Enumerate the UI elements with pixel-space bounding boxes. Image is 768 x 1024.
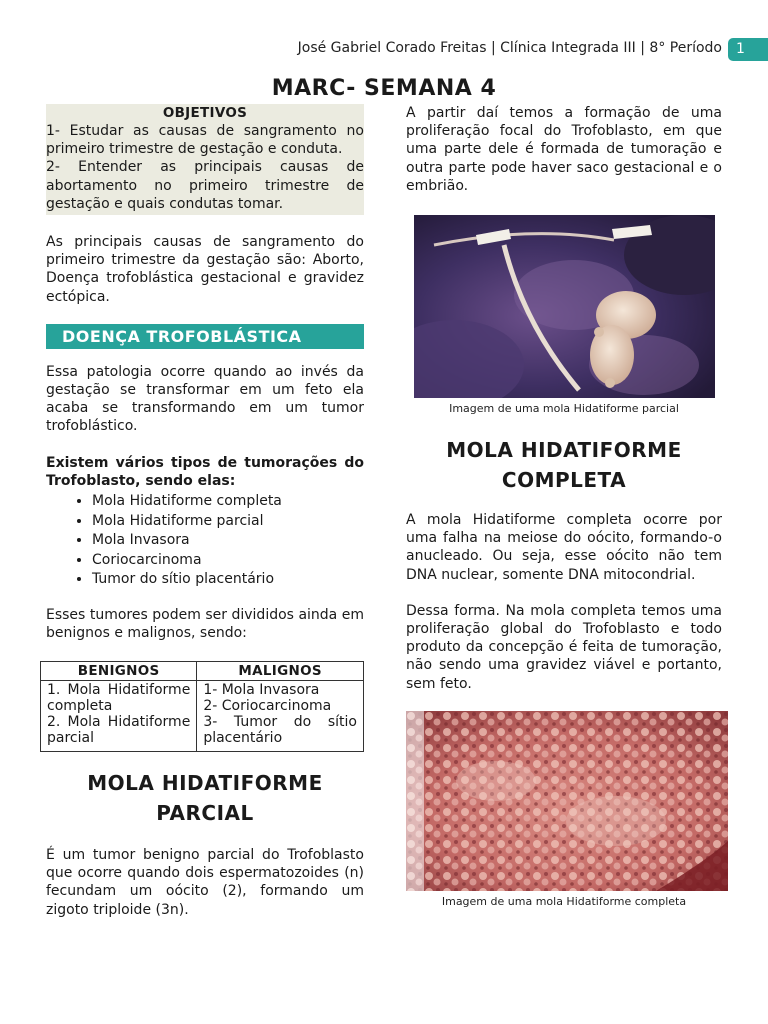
objective-item-2: 2- Entender as principais causas de abortamento no primeiro trimestre de gestação e quais condutas tomar. xyxy=(46,159,364,212)
right-intro-paragraph: A partir daí temos a formação de uma proliferação focal do Trofoblasto, em que uma parte dele é formada de tumoração e outra parte pode haver saco gestacional e o embrião. xyxy=(406,105,722,194)
malignant-item: 1- Mola Invasora xyxy=(203,681,320,698)
right-column xyxy=(406,104,722,908)
malignant-item: 3- Tumor do sítio placentário xyxy=(203,713,357,746)
classification-table xyxy=(40,661,364,752)
complete-mole-paragraph-1: A mola Hidatiforme completa ocorre por uma falha na meiose do oócito, formando-o anucleado. Ou seja, esse oócito não tem DNA nuclear, somente DNA mitocondrial. xyxy=(406,512,722,583)
header-author-course: José Gabriel Corado Freitas | Clínica Integrada III | 8° Período xyxy=(297,40,722,56)
partial-mole-photo xyxy=(414,215,715,398)
malignant-cell xyxy=(197,680,364,751)
table-header-benign: BENIGNOS xyxy=(41,661,197,680)
partial-mole-heading-line2: PARCIAL xyxy=(156,800,254,825)
benign-item: 1. Mola Hidatiforme completa xyxy=(47,681,191,714)
section-title-bar: DOENÇA TROFOBLÁSTICA xyxy=(46,324,364,349)
pathology-paragraph: Essa patologia ocorre quando ao invés da gestação se transformar em um feto ela acaba se transformando em um tumor trofoblástico. xyxy=(46,363,364,435)
list-item: • Mola Hidatiforme parcial xyxy=(92,512,364,532)
complete-mole-heading xyxy=(406,435,722,495)
partial-mole-heading-line1: MOLA HIDATIFORME xyxy=(87,770,323,795)
complete-mole-paragraph-2: Dessa forma. Na mola completa temos uma proliferação global do Trofoblasto e todo produto da concepção é feita de tumoração, não sendo uma gravidez viável e portanto, sem feto. xyxy=(406,602,722,692)
table-header-row xyxy=(41,661,364,680)
complete-mole-heading-line2: COMPLETA xyxy=(501,468,627,493)
list-item: • Tumor do sítio placentário xyxy=(92,570,364,590)
left-column xyxy=(46,104,364,919)
tumor-types-heading: Existem vários tipos de tumorações do Trofoblasto, sendo elas: xyxy=(46,454,364,489)
complete-mole-photo xyxy=(406,711,728,891)
page-number-badge: 1 xyxy=(728,38,768,61)
table-row xyxy=(41,680,364,751)
objective-item-1: 1- Estudar as causas de sangramento no primeiro trimestre de gestação e conduta. xyxy=(46,123,364,158)
partial-mole-heading xyxy=(46,768,364,828)
division-paragraph: Esses tumores podem ser divididos ainda em benignos e malignos, sendo: xyxy=(46,606,364,641)
complete-mole-heading-line1: MOLA HIDATIFORME xyxy=(446,438,682,463)
document-title: MARC- SEMANA 4 xyxy=(271,76,497,101)
benign-item: 2. Mola Hidatiforme parcial xyxy=(47,713,191,746)
partial-mole-paragraph: É um tumor benigno parcial do Trofoblasto que ocorre quando dois espermatozoides (n) fecundam um oócito (2), formando um zigoto triploide (3n). xyxy=(46,846,364,918)
list-item: • Coriocarcinoma xyxy=(92,551,364,571)
objectives-box xyxy=(46,104,364,215)
benign-cell xyxy=(41,680,197,751)
table-header-malignant: MALIGNOS xyxy=(197,661,364,680)
malignant-item: 2- Coriocarcinoma xyxy=(203,697,332,714)
objectives-title: OBJETIVOS xyxy=(162,105,248,121)
list-item: • Mola Hidatiforme completa xyxy=(92,492,364,512)
intro-paragraph: As principais causas de sangramento do primeiro trimestre da gestação são: Aborto, Doença trofoblástica gestacional e gravidez ectópica. xyxy=(46,234,364,305)
list-item: • Mola Invasora xyxy=(92,531,364,551)
partial-mole-caption: Imagem de uma mola Hidatiforme parcial xyxy=(449,402,679,416)
complete-mole-caption: Imagem de uma mola Hidatiforme completa xyxy=(441,894,687,908)
tumor-types-list xyxy=(46,492,364,590)
